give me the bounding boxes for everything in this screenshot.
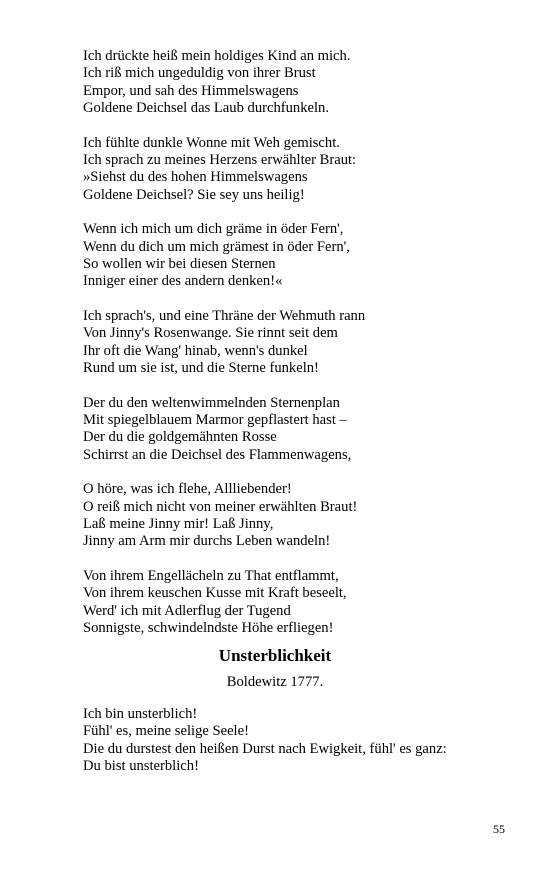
poem-line: Jinny am Arm mir durchs Leben wandeln! [83,533,331,550]
poem-line: Von Jinny's Rosenwange. Sie rinnt seit dem [83,325,338,342]
poem-line: Ich drückte heiß mein holdiges Kind an mich. [83,48,351,64]
stanza-5 [83,395,523,465]
poem-line: Ich bin unsterblich! [83,706,198,722]
poem-line: Ich sprach zu meines Herzens erwählter Braut: [83,152,357,169]
stanza-3 [83,221,523,291]
stanza-1 [83,48,523,118]
poem-line: Laß meine Jinny mir! Laß Jinny, [83,515,274,532]
poem-body [83,48,523,654]
poem-line: Wenn du dich um mich grämest in öder Fern', [83,238,350,255]
stanza-6 [83,481,523,551]
stanza-2 [83,135,523,205]
poem-line: Ich sprach's, und eine Thräne der Wehmuth rann [83,307,366,324]
poem-line: »Siehst du des hohen Himmelswagens [83,169,308,186]
section-title: Unsterblichkeit [218,646,332,665]
poem-line: Ihr oft die Wang' hinab, wenn's dunkel [83,342,308,359]
poem-line: Von ihrem keuschen Kusse mit Kraft beseelt, [83,585,347,602]
section-subtitle: Boldewitz 1777. [226,674,324,690]
poem-line: Mit spiegelblauem Marmor gepflastert hast – [83,411,347,428]
poem-line: Fühl' es, meine selige Seele! [83,723,249,740]
poem-line: Der du den weltenwimmelnden Sternenplan [83,394,340,411]
poem-line: Goldene Deichsel? Sie sey uns heilig! [83,186,305,203]
poem-line: Empor, und sah des Himmelswagens [83,82,299,99]
poem-line: Goldene Deichsel das Laub durchfunkeln. [83,100,329,117]
poem-line: Werd' ich mit Adlerflug der Tugend [83,602,291,619]
poem-line: O reiß mich nicht von meiner erwählten Braut! [83,498,358,515]
poem-line: O höre, was ich flehe, Allliebender! [83,481,292,498]
poem-line: Ich fühlte dunkle Wonne mit Weh gemischt. [83,134,340,151]
poem-line: Inniger einer des andern denken!« [83,273,283,290]
poem-line: Von ihrem Engellächeln zu That entflammt, [83,567,339,584]
poem-line: So wollen wir bei diesen Sternen [83,256,276,273]
poem-line: Sonnigste, schwindelndste Höhe erfliegen! [83,619,334,636]
stanza-7 [83,568,523,638]
page-number: 55 [493,822,505,836]
poem-line: Der du die goldgemähnten Rosse [83,429,277,446]
stanza-4 [83,308,523,378]
poem-line: Ich riß mich ungeduldig von ihrer Brust [83,65,316,82]
poem-line: Die du durstest den heißen Durst nach Ewigkeit, fühl' es ganz: [83,740,447,757]
poem-line: Schirrst an die Deichsel des Flammenwagens, [83,446,352,463]
poem-line: Wenn ich mich um dich gräme in öder Fern', [83,221,344,238]
poem-body-2 [83,706,523,776]
poem-line: Rund um sie ist, und die Sterne funkeln! [83,360,319,377]
poem-line: Du bist unsterblich! [83,758,199,775]
